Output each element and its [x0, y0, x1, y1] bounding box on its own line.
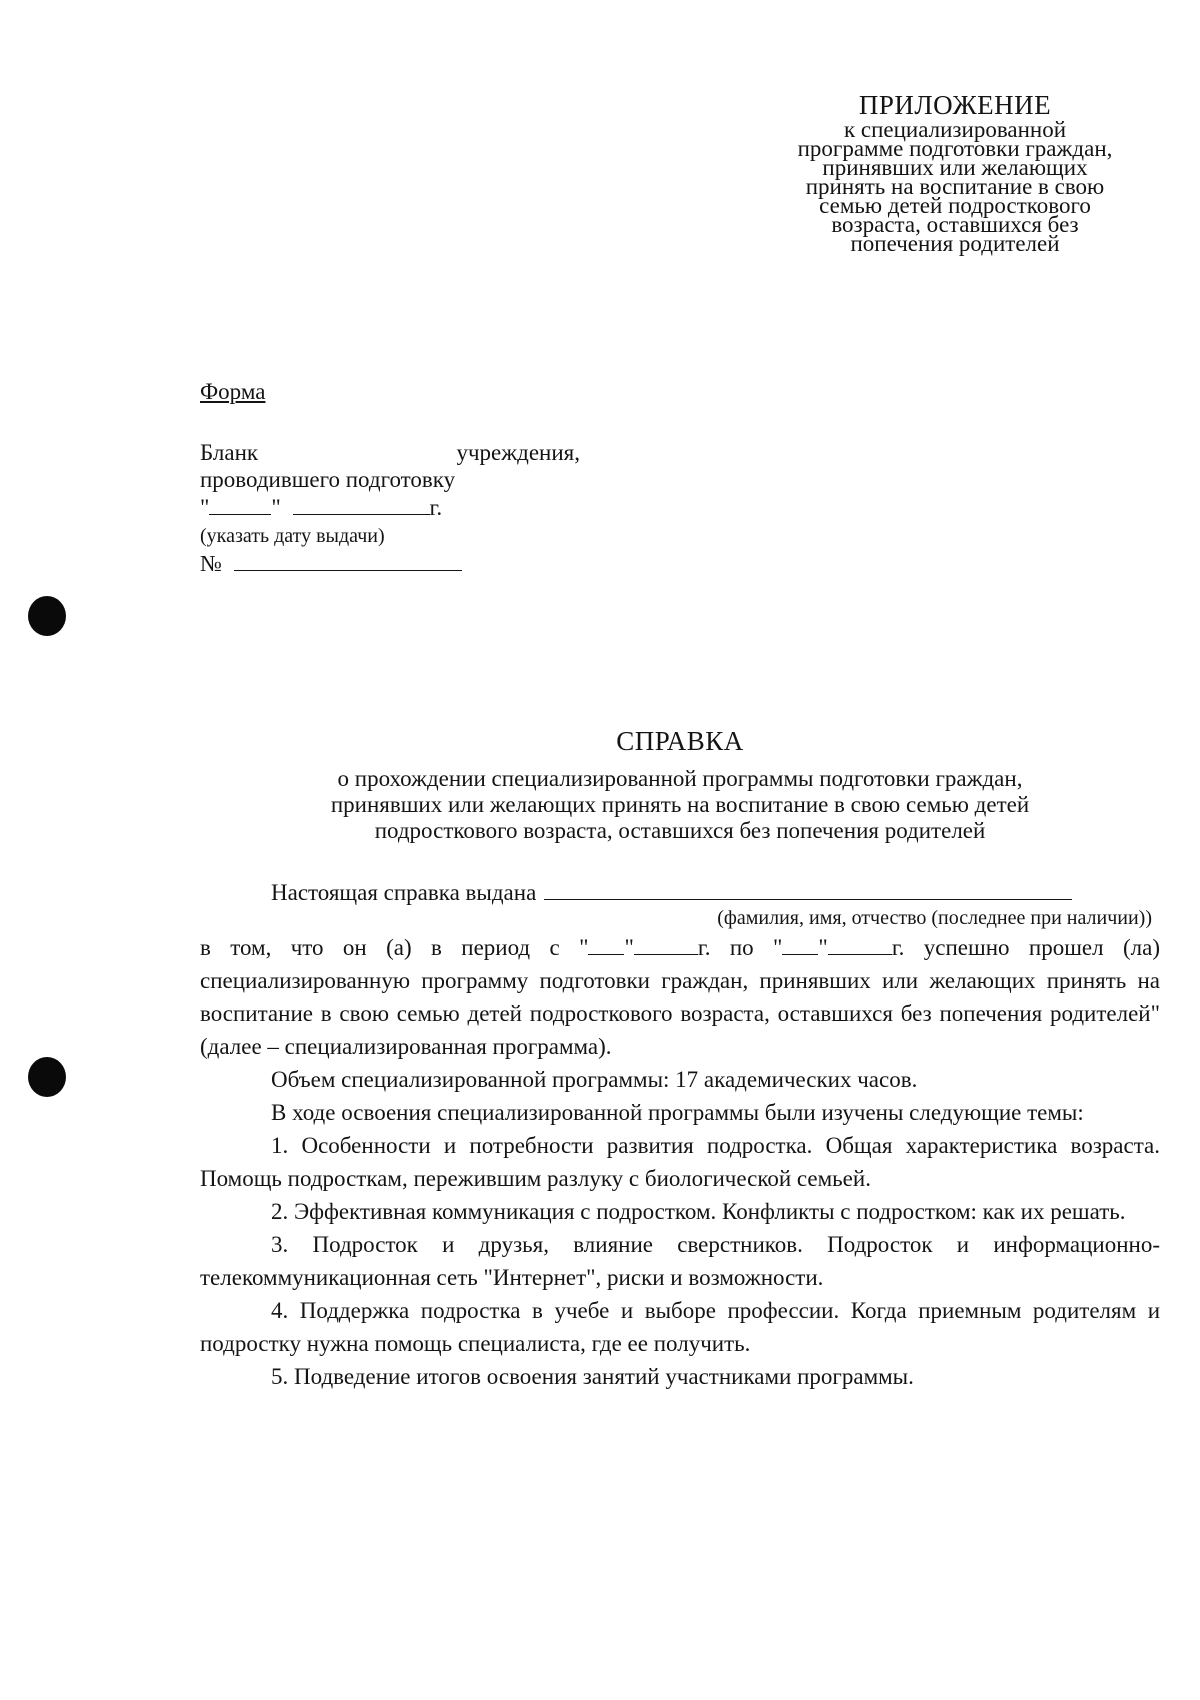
issue-date-line	[200, 494, 580, 522]
period-text: г. успешно прошел (ла) специализированную программу подготовки граждан, принявших или желающих принять на воспитание в свою семью детей подросткового возраста, оставшихся без попечения родителей" (далее – специализированная программа).	[200, 935, 1160, 1059]
number-blank-field[interactable]	[234, 550, 462, 571]
topics-intro: В ходе освоения специализированной программы были изучены следующие темы:	[271, 1100, 1084, 1125]
document-subtitle	[200, 766, 1160, 844]
topic-item: 1. Особенности и потребности развития подростка. Общая характеристика возраста. Помощь подросткам, пережившим разлуку с биологической семьей.	[200, 1133, 1160, 1191]
period-text: г. по "	[697, 935, 783, 960]
topic-item: 5. Подведение итогов освоения занятий участниками программы.	[271, 1364, 914, 1389]
volume-paragraph: Объем специализированной программы: 17 академических часов.	[271, 1067, 918, 1092]
date-quote: "	[271, 495, 281, 520]
subtitle-line: о прохождении специализированной программы подготовки граждан,	[337, 766, 1023, 791]
date-hint: (указать дату выдачи)	[200, 525, 385, 547]
document-title: СПРАВКА	[616, 726, 744, 756]
issued-to-label: Настоящая справка выдана	[271, 880, 537, 905]
period-text: "	[818, 935, 828, 960]
subtitle-line: принявших или желающих принять на воспитание в свою семью детей	[330, 792, 1030, 817]
institution-line-2: проводившего подготовку	[200, 467, 456, 492]
document-body	[200, 876, 1160, 1393]
fio-blank-field[interactable]	[544, 879, 1072, 900]
topic-item: 2. Эффективная коммуникация с подростком. Конфликты с подростком: как их решать.	[271, 1199, 1126, 1224]
punch-hole	[28, 1057, 66, 1097]
appendix-line: попечения родителей	[850, 231, 1060, 256]
blank-institution-line	[200, 440, 580, 466]
issued-to-line	[200, 876, 1160, 909]
appendix-line: программе подготовки граждан,	[797, 136, 1113, 161]
date-quote: "	[200, 495, 210, 520]
period-paragraph	[200, 931, 1160, 1063]
day-blank-field[interactable]	[209, 494, 271, 515]
form-label: Форма	[200, 379, 266, 404]
appendix-title: ПРИЛОЖЕНИЕ	[858, 90, 1052, 120]
subtitle-line: подросткового возраста, оставшихся без попечения родителей	[374, 818, 986, 843]
period-text: в том, что он (а) в период с "	[200, 935, 589, 960]
end-day-field[interactable]	[782, 934, 818, 955]
start-month-field[interactable]	[634, 934, 698, 955]
institution-word: учреждения,	[456, 440, 580, 465]
period-text: "	[624, 935, 634, 960]
topic-item: 4. Поддержка подростка в учебе и выборе профессии. Когда приемным родителям и подростку нужна помощь специалиста, где ее получить.	[200, 1298, 1160, 1356]
appendix-line: возраста, оставшихся без	[831, 212, 1079, 237]
number-sign: №	[200, 551, 222, 576]
appendix-line: к специализированной	[843, 117, 1067, 142]
number-line	[200, 550, 580, 578]
start-day-field[interactable]	[588, 934, 624, 955]
appendix-line: принявших или желающих	[822, 155, 1088, 180]
year-suffix: г.	[429, 495, 443, 520]
appendix-subtitle	[745, 117, 1165, 256]
month-blank-field[interactable]	[293, 494, 430, 515]
end-month-field[interactable]	[828, 934, 892, 955]
appendix-line: принять на воспитание в свою	[805, 174, 1105, 199]
blank-word: Бланк	[200, 440, 259, 465]
appendix-header	[745, 88, 1165, 256]
topic-item: 3. Подросток и друзья, влияние сверстников. Подросток и информационно-телекоммуникационная сеть "Интернет", риски и возможности.	[200, 1232, 1160, 1290]
punch-hole	[28, 596, 66, 636]
fio-hint: (фамилия, имя, отчество (последнее при наличии))	[717, 907, 1152, 929]
appendix-line: семью детей подросткового	[819, 193, 1091, 218]
form-block	[200, 378, 580, 578]
